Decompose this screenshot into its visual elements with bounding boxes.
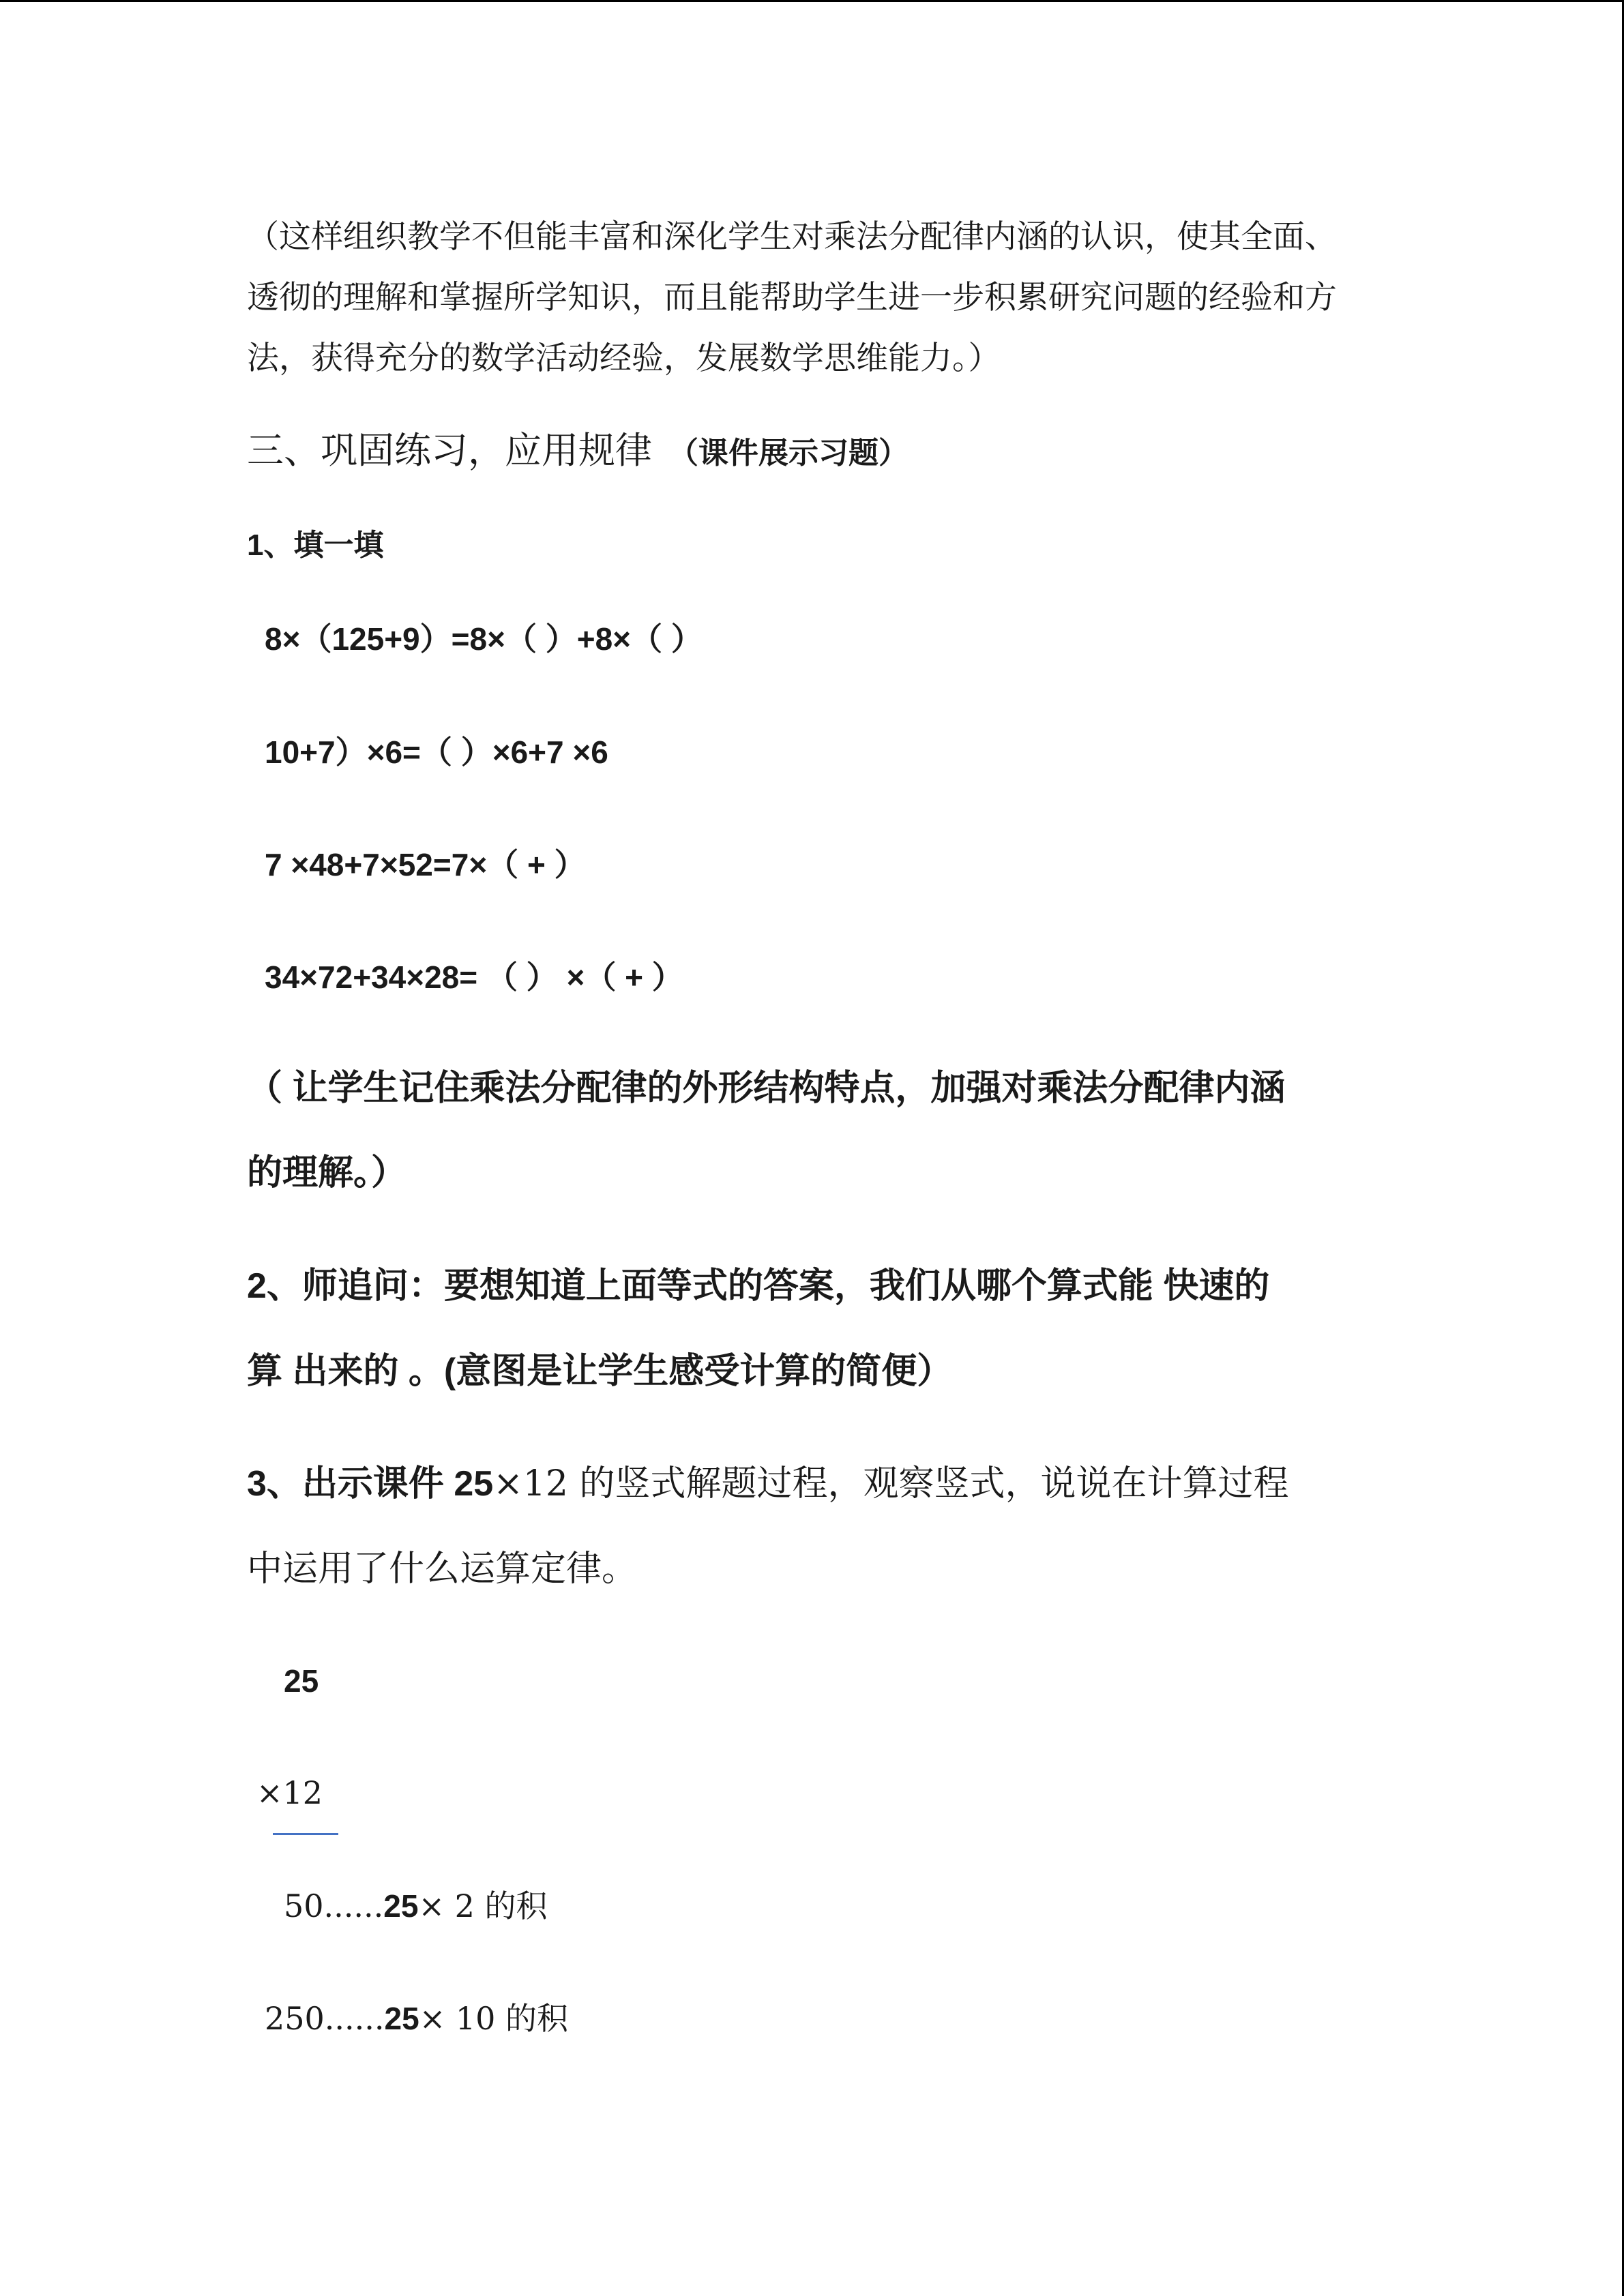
q1-formula-4: 34×72+34×28= （ ） ×（ + ） <box>265 959 683 995</box>
calc-row-1-prefix: 50...... <box>284 1888 384 1924</box>
intro-line-3: 法，获得充分的数学活动经验，发展数学思维能力。） <box>247 340 1001 377</box>
calc-row-1 <box>284 1890 548 1922</box>
intro-line-1: （这样组织教学不但能丰富和深化学生对乘法分配律内涵的认识，使其全面、 <box>247 218 1337 256</box>
q1-formula-1: 8×（125+9）=8×（ ）+8×（ ） <box>265 621 703 657</box>
section-heading <box>247 429 909 472</box>
calc-row-1-bold: 25 <box>383 1888 419 1924</box>
calc-row-1-suffix: × 2 的积 <box>418 1888 548 1924</box>
section-note: （课件展示习题） <box>668 436 909 470</box>
q3-line-1 <box>247 1463 1289 1504</box>
q3-line-1-rest: ×12 的竖式解题过程，观察竖式，说说在计算过程 <box>493 1463 1289 1504</box>
calc-underline <box>273 1833 338 1835</box>
section-title: 三、巩固练习，应用规律 <box>247 429 652 472</box>
q1-formula-2: 10+7）×6=（ ）×6+7 ×6 <box>265 734 608 770</box>
q1-label: 1、填一填 <box>247 528 384 562</box>
page-border-top <box>0 0 1624 2</box>
q3-line-2: 中运用了什么运算定律。 <box>247 1549 638 1590</box>
calc-row-2-suffix: × 10 的积 <box>419 2000 569 2037</box>
q2-line-2: 算 出来的 。(意图是让学生感受计算的简便） <box>247 1352 953 1391</box>
calc-row-2-bold: 25 <box>384 2001 419 2036</box>
calc-row-2-prefix: 250...... <box>265 2000 385 2037</box>
q1-formula-3: 7 ×48+7×52=7×（ + ） <box>265 847 586 882</box>
q1-purpose-line-2: 的理解。） <box>247 1153 407 1193</box>
calc-multiplicand: 25 <box>284 1663 319 1699</box>
calc-multiplier: ×12 <box>256 1774 323 1811</box>
calc-row-2 <box>265 2000 569 2037</box>
q3-line-1-lead: 3、出示课件 25 <box>247 1464 494 1504</box>
q2-line-1: 2、师追问：要想知道上面等式的答案，我们从哪个算式能 快速的 <box>247 1266 1270 1306</box>
intro-line-2: 透彻的理解和掌握所学知识，而且能帮助学生进一步积累研究问题的经验和方 <box>247 279 1337 316</box>
q1-purpose-line-1: （ 让学生记住乘法分配律的外形结构特点，加强对乘法分配律内涵 <box>247 1069 1286 1108</box>
